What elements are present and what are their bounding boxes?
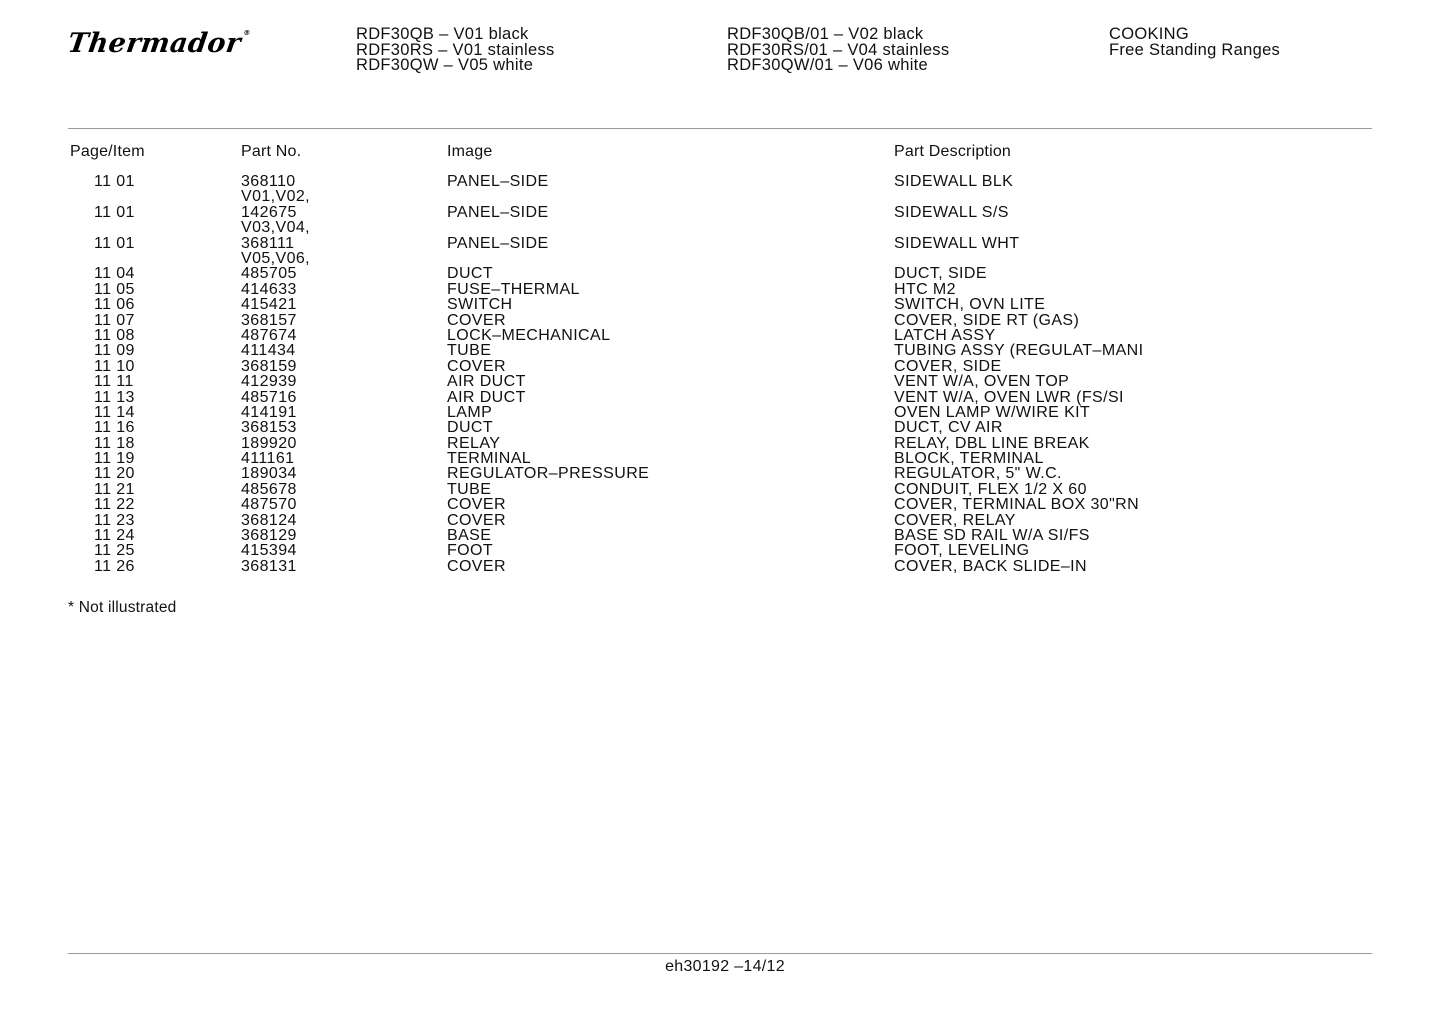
description-cell: RELAY, DBL LINE BREAK (894, 434, 1090, 452)
table-row (0, 420, 1442, 435)
description-cell: VENT W/A, OVEN TOP (894, 373, 1070, 391)
page-item-cell: 11 01 (94, 234, 135, 252)
category-line: Free Standing Ranges (1109, 40, 1281, 59)
page-item-cell: 11 20 (94, 465, 135, 483)
table-row (0, 451, 1442, 466)
part-number: 368159 (241, 357, 297, 375)
part-number: 487570 (241, 496, 297, 514)
model-line: RDF30RS – V01 stainless (356, 40, 555, 59)
part-number: 368129 (241, 527, 297, 545)
part-number-cell (241, 420, 297, 435)
brand-name: Thermador (65, 28, 243, 59)
part-number: 189920 (241, 434, 297, 452)
part-number-cell (241, 266, 297, 281)
document-code: eh30192 –14/12 (665, 958, 785, 975)
description-cell: TUBING ASSY (REGULAT–MANI (894, 342, 1144, 360)
image-cell: DUCT (447, 419, 494, 437)
page-item-cell: 11 24 (94, 527, 135, 545)
page-item-cell: 11 26 (94, 557, 135, 575)
table-row (0, 266, 1442, 281)
page-item-cell: 11 08 (94, 326, 135, 344)
part-number: 368110 (241, 173, 296, 190)
page-item-cell: 11 19 (94, 450, 135, 468)
table-row (0, 482, 1442, 497)
table-row (0, 282, 1442, 297)
footnote: * Not illustrated (68, 599, 177, 616)
image-cell: BASE (447, 527, 492, 545)
variant-codes: V05,V06, (241, 250, 311, 267)
page-item-cell: 11 01 (94, 173, 135, 190)
model-list-secondary (727, 27, 949, 74)
column-header-image: Image (447, 143, 493, 160)
part-number-cell (241, 436, 297, 451)
page-item-cell: 11 21 (94, 480, 135, 498)
image-cell: SWITCH (447, 296, 513, 314)
description-cell: DUCT, SIDE (894, 265, 987, 283)
table-row (0, 174, 1442, 205)
table-row (0, 328, 1442, 343)
page-item-cell: 11 09 (94, 342, 135, 360)
part-number-cell (241, 313, 297, 328)
column-header-part-no: Part No. (241, 143, 302, 160)
description-cell: LATCH ASSY (894, 326, 996, 344)
page-item-cell: 11 04 (94, 265, 135, 283)
part-number-cell (241, 543, 297, 558)
part-number: 414191 (241, 403, 297, 421)
image-cell: COVER (447, 511, 506, 529)
part-number-cell (241, 513, 297, 528)
table-row (0, 374, 1442, 389)
page-item-cell: 11 13 (94, 388, 135, 406)
part-number-cell (241, 559, 297, 574)
model-line: RDF30QB/01 – V02 black (727, 25, 924, 43)
description-cell: COVER, TERMINAL BOX 30"RN (894, 496, 1140, 514)
image-cell: FUSE–THERMAL (447, 280, 580, 298)
image-cell: LAMP (447, 403, 493, 421)
image-cell: AIR DUCT (447, 373, 526, 391)
part-number: 415394 (241, 542, 297, 560)
image-cell: COVER (447, 311, 506, 329)
part-number: 414633 (241, 280, 297, 298)
registered-mark: ® (242, 28, 252, 37)
description-cell: HTC M2 (894, 280, 956, 298)
description-cell: BASE SD RAIL W/A SI/FS (894, 527, 1090, 545)
part-number-cell (241, 236, 310, 267)
table-row (0, 528, 1442, 543)
page-item-cell: 11 10 (94, 357, 135, 375)
table-row (0, 359, 1442, 374)
page-item-cell: 11 18 (94, 434, 135, 452)
part-number: 142675 (241, 203, 297, 221)
table-row (0, 390, 1442, 405)
page-item-cell: 11 01 (94, 203, 135, 221)
part-number: 485716 (241, 388, 297, 406)
table-row (0, 297, 1442, 312)
part-number-cell (241, 205, 310, 236)
column-header-description: Part Description (894, 143, 1012, 160)
table-row (0, 236, 1442, 267)
part-number-cell (241, 374, 297, 389)
column-header-page-item: Page/Item (70, 143, 145, 160)
description-cell: SWITCH, OVN LITE (894, 296, 1046, 314)
part-number-cell (241, 405, 297, 420)
image-cell: PANEL–SIDE (447, 203, 549, 221)
part-number-cell (241, 390, 297, 405)
part-number-cell (241, 359, 297, 374)
page-item-cell: 11 22 (94, 496, 135, 514)
description-cell: SIDEWALL WHT (894, 234, 1020, 252)
image-cell: DUCT (447, 265, 494, 283)
table-row (0, 205, 1442, 236)
model-list-primary (356, 27, 555, 74)
table-row (0, 513, 1442, 528)
image-cell: COVER (447, 357, 506, 375)
description-cell: FOOT, LEVELING (894, 542, 1030, 560)
product-category (1109, 27, 1280, 58)
part-number-cell (241, 466, 297, 481)
description-cell: SIDEWALL BLK (894, 173, 1014, 190)
page-item-cell: 11 11 (94, 373, 134, 391)
part-number: 411161 (241, 450, 295, 468)
image-cell: LOCK–MECHANICAL (447, 326, 611, 344)
image-cell: TUBE (447, 480, 492, 498)
part-number-cell (241, 482, 297, 497)
variant-codes: V01,V02, (241, 188, 311, 206)
image-cell: PANEL–SIDE (447, 234, 549, 252)
description-cell: COVER, RELAY (894, 511, 1016, 529)
header-divider (68, 128, 1372, 129)
model-line: RDF30RS/01 – V04 stainless (727, 40, 950, 59)
model-line: RDF30QW/01 – V06 white (727, 56, 929, 74)
variant-codes: V03,V04, (241, 219, 311, 237)
part-number-cell (241, 328, 297, 343)
part-number-cell (241, 451, 294, 466)
part-number-cell (241, 174, 310, 205)
description-cell: SIDEWALL S/S (894, 203, 1009, 221)
table-row (0, 313, 1442, 328)
part-number: 368111 (241, 234, 295, 252)
part-number: 368157 (241, 311, 297, 329)
part-number-cell (241, 343, 296, 358)
description-cell: VENT W/A, OVEN LWR (FS/SI (894, 388, 1124, 406)
part-number: 368153 (241, 419, 297, 437)
part-number: 411434 (241, 342, 296, 360)
parts-table (0, 174, 1442, 574)
table-row (0, 343, 1442, 358)
part-number-cell (241, 528, 297, 543)
part-number-cell (241, 297, 297, 312)
description-cell: COVER, SIDE RT (GAS) (894, 311, 1080, 329)
table-row (0, 436, 1442, 451)
part-number: 189034 (241, 465, 297, 483)
image-cell: TERMINAL (447, 450, 532, 468)
table-row (0, 497, 1442, 512)
page-item-cell: 11 23 (94, 511, 135, 529)
image-cell: FOOT (447, 542, 494, 560)
image-cell: RELAY (447, 434, 501, 452)
image-cell: COVER (447, 496, 506, 514)
description-cell: COVER, SIDE (894, 357, 1002, 375)
image-cell: AIR DUCT (447, 388, 526, 406)
footer-divider (68, 953, 1372, 954)
table-row (0, 405, 1442, 420)
table-row (0, 543, 1442, 558)
page-item-cell: 11 16 (94, 419, 135, 437)
description-cell: CONDUIT, FLEX 1/2 X 60 (894, 480, 1087, 498)
table-row (0, 559, 1442, 574)
part-number: 412939 (241, 373, 297, 391)
brand-logo (66, 28, 252, 59)
page-item-cell: 11 25 (94, 542, 135, 560)
page-item-cell: 11 05 (94, 280, 135, 298)
part-number: 485705 (241, 265, 297, 283)
model-line: RDF30QB – V01 black (356, 25, 529, 43)
page-item-cell: 11 07 (94, 311, 135, 329)
model-line: RDF30QW – V05 white (356, 56, 534, 74)
description-cell: OVEN LAMP W/WIRE KIT (894, 403, 1091, 421)
image-cell: PANEL–SIDE (447, 173, 549, 190)
description-cell: BLOCK, TERMINAL (894, 450, 1044, 468)
image-cell: TUBE (447, 342, 492, 360)
part-number-cell (241, 497, 297, 512)
part-number: 487674 (241, 326, 297, 344)
description-cell: DUCT, CV AIR (894, 419, 1003, 437)
table-row (0, 466, 1442, 481)
part-number: 415421 (241, 296, 297, 314)
description-cell: REGULATOR, 5" W.C. (894, 465, 1062, 483)
image-cell: COVER (447, 557, 506, 575)
category-line: COOKING (1109, 25, 1190, 43)
page-item-cell: 11 06 (94, 296, 135, 314)
page-item-cell: 11 14 (94, 403, 135, 421)
part-number: 485678 (241, 480, 297, 498)
description-cell: COVER, BACK SLIDE–IN (894, 557, 1087, 575)
image-cell: REGULATOR–PRESSURE (447, 465, 650, 483)
part-number: 368131 (241, 557, 297, 575)
part-number-cell (241, 282, 297, 297)
part-number: 368124 (241, 511, 297, 529)
